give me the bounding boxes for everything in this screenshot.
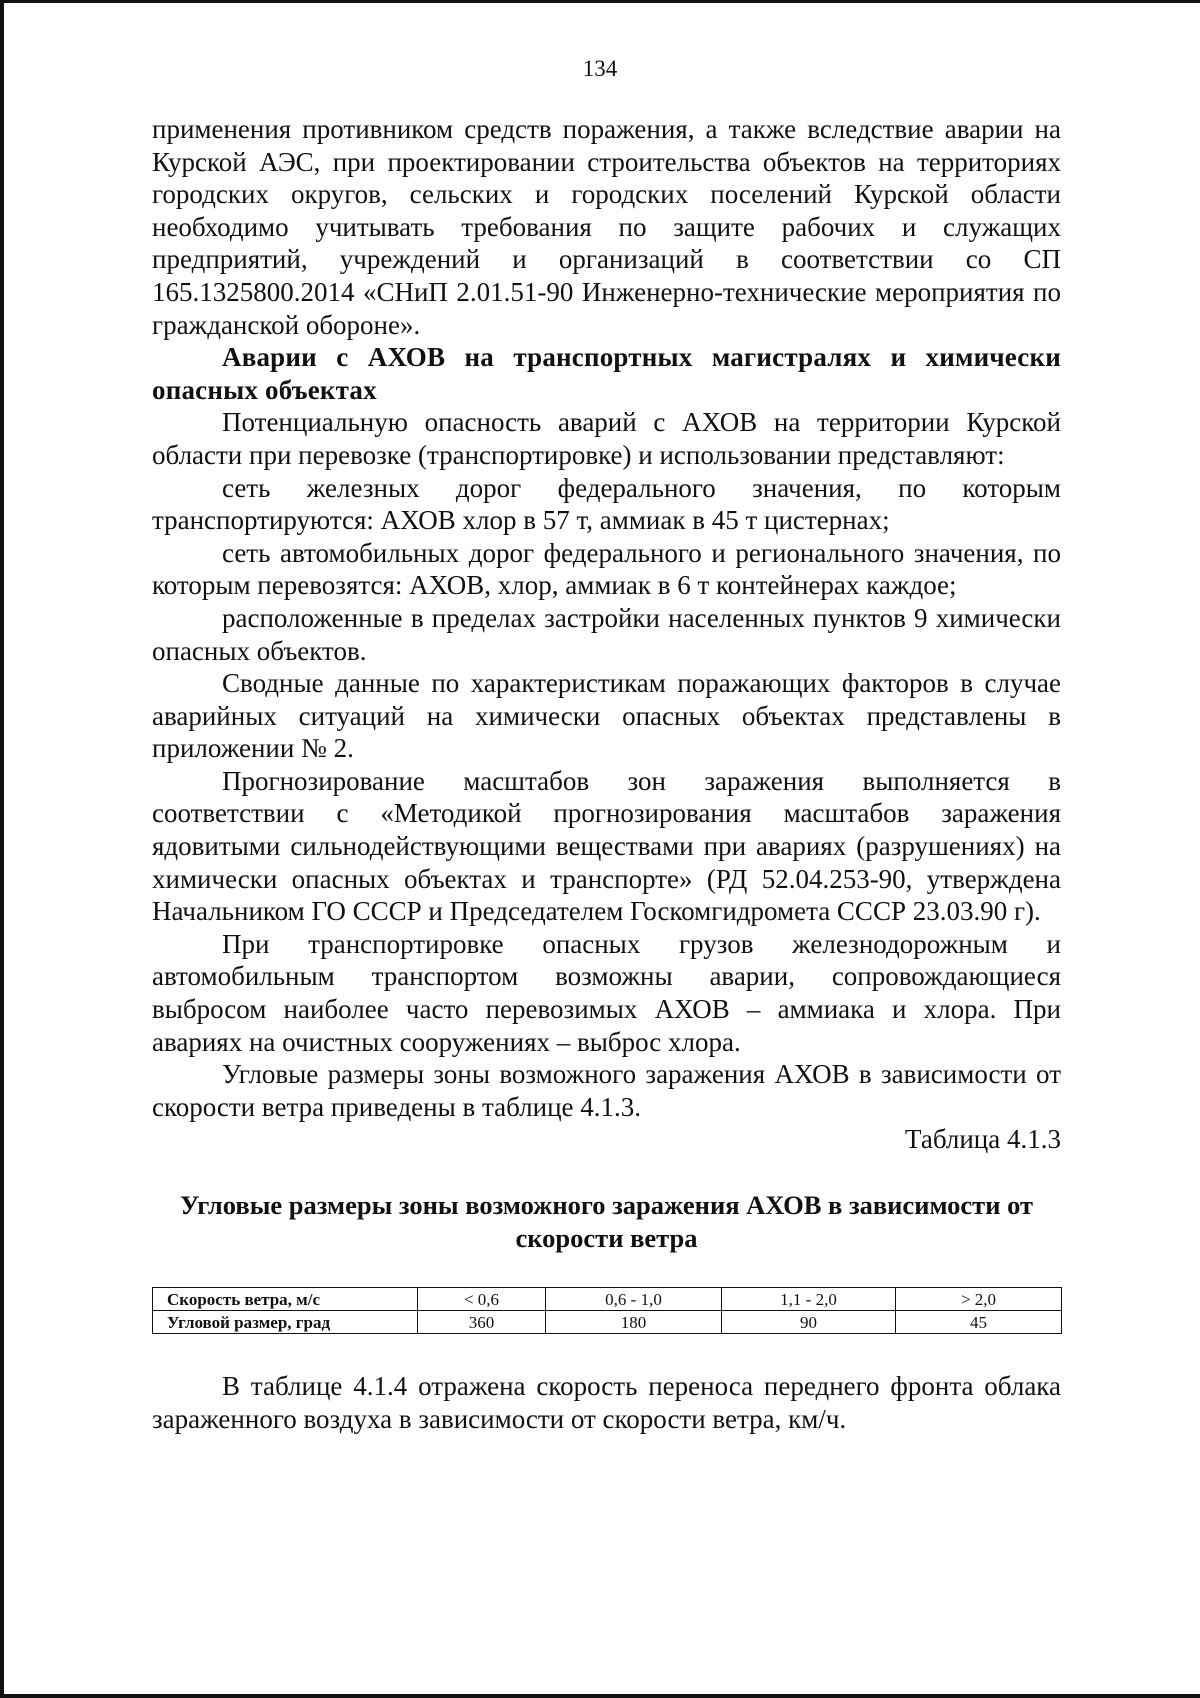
table-cell: 45 bbox=[896, 1311, 1062, 1334]
table-cell: 0,6 - 1,0 bbox=[546, 1288, 722, 1311]
paragraph-cloud-speed: В таблице 4.1.4 отражена скорость переноса переднего фронта облака зараженного воздуха в зависимости от скорости ветра, км/ч. bbox=[152, 1371, 1061, 1434]
document-body bbox=[152, 113, 1061, 1435]
paragraph-potential-danger: Потенциальную опасность аварий с АХОВ на территории Курской области при перевозке (транспортировке) и использовании представляют: bbox=[152, 407, 1061, 470]
wind-angle-table bbox=[152, 1287, 1062, 1334]
paragraph-angular-sizes: Угловые размеры зоны возможного заражения АХОВ в зависимости от скорости ветра приведены в таблице 4.1.3. bbox=[152, 1059, 1061, 1122]
page-number: 134 bbox=[582, 56, 618, 81]
table-cell: 180 bbox=[546, 1311, 722, 1334]
section-heading: Аварии с АХОВ на транспортных магистралях и химически опасных объектах bbox=[152, 342, 1061, 405]
table-cell: > 2,0 bbox=[896, 1288, 1062, 1311]
table-cell: 1,1 - 2,0 bbox=[722, 1288, 896, 1311]
scan-edge-bottom bbox=[0, 1694, 1200, 1698]
paragraph-roads: сеть автомобильных дорог федерального и регионального значения, по которым перевозятся: АХОВ, хлор, аммиак в 6 т контейнерах каждое; bbox=[152, 537, 1061, 601]
table-label: Таблица 4.1.3 bbox=[905, 1124, 1061, 1155]
table-cell: < 0,6 bbox=[418, 1288, 546, 1311]
paragraph-intro: применения противником средств поражения, а также вследствие аварии на Курской АЭС, при проектировании строительства объектов на территориях городских округов, сельских и городских поселений Курской области необходимо учитывать требования по защите рабочих и служащих предприятий, учреждений и организаций в соответствии со СП 165.1325800.2014 «СНиП 2.01.51-90 Инженерно-технические мероприятия по гражданской обороне». bbox=[152, 114, 1061, 340]
scan-edge-left bbox=[0, 0, 4, 1698]
paragraph-summary-data: Сводные данные по характеристикам поражающих факторов в случае аварийных ситуаций на химически опасных объектах представлены в приложении № 2. bbox=[152, 668, 1061, 764]
paragraph-chemical-objects: расположенные в пределах застройки населенных пунктов 9 химически опасных объектов. bbox=[152, 602, 1061, 666]
scan-edge-top bbox=[0, 0, 1200, 3]
table-cell: 360 bbox=[418, 1311, 546, 1334]
row-header-angle-size: Угловой размер, град bbox=[153, 1311, 418, 1334]
paragraph-railways: сеть железных дорог федерального значения, по которым транспортируются: АХОВ хлор в 57 т, аммиак в 45 т цистернах; bbox=[152, 472, 1061, 536]
paragraph-forecasting: Прогнозирование масштабов зон заражения выполняется в соответствии с «Методикой прогнозирования масштабов заражения ядовитыми сильнодействующими веществами при авариях (разрушениях) на химически опасных объектах и транспорте» (РД 52.04.253-90, утверждена Начальником ГО СССР и Председателем Госкомгидромета СССР 23.03.90 г). bbox=[152, 765, 1061, 927]
table-row bbox=[153, 1288, 1062, 1311]
row-header-wind-speed: Скорость ветра, м/с bbox=[153, 1288, 418, 1311]
table-cell: 90 bbox=[722, 1311, 896, 1334]
table-row bbox=[153, 1311, 1062, 1334]
paragraph-transport-accidents: При транспортировке опасных грузов железнодорожным и автомобильным транспортом возможны аварии, сопровождающиеся выбросом наиболее часто перевозимых АХОВ – аммиака и хлора. При авариях на очистных сооружениях – выброс хлора. bbox=[152, 928, 1061, 1057]
table-title: Угловые размеры зоны возможного заражения АХОВ в зависимости от скорости ветра bbox=[179, 1190, 1034, 1253]
